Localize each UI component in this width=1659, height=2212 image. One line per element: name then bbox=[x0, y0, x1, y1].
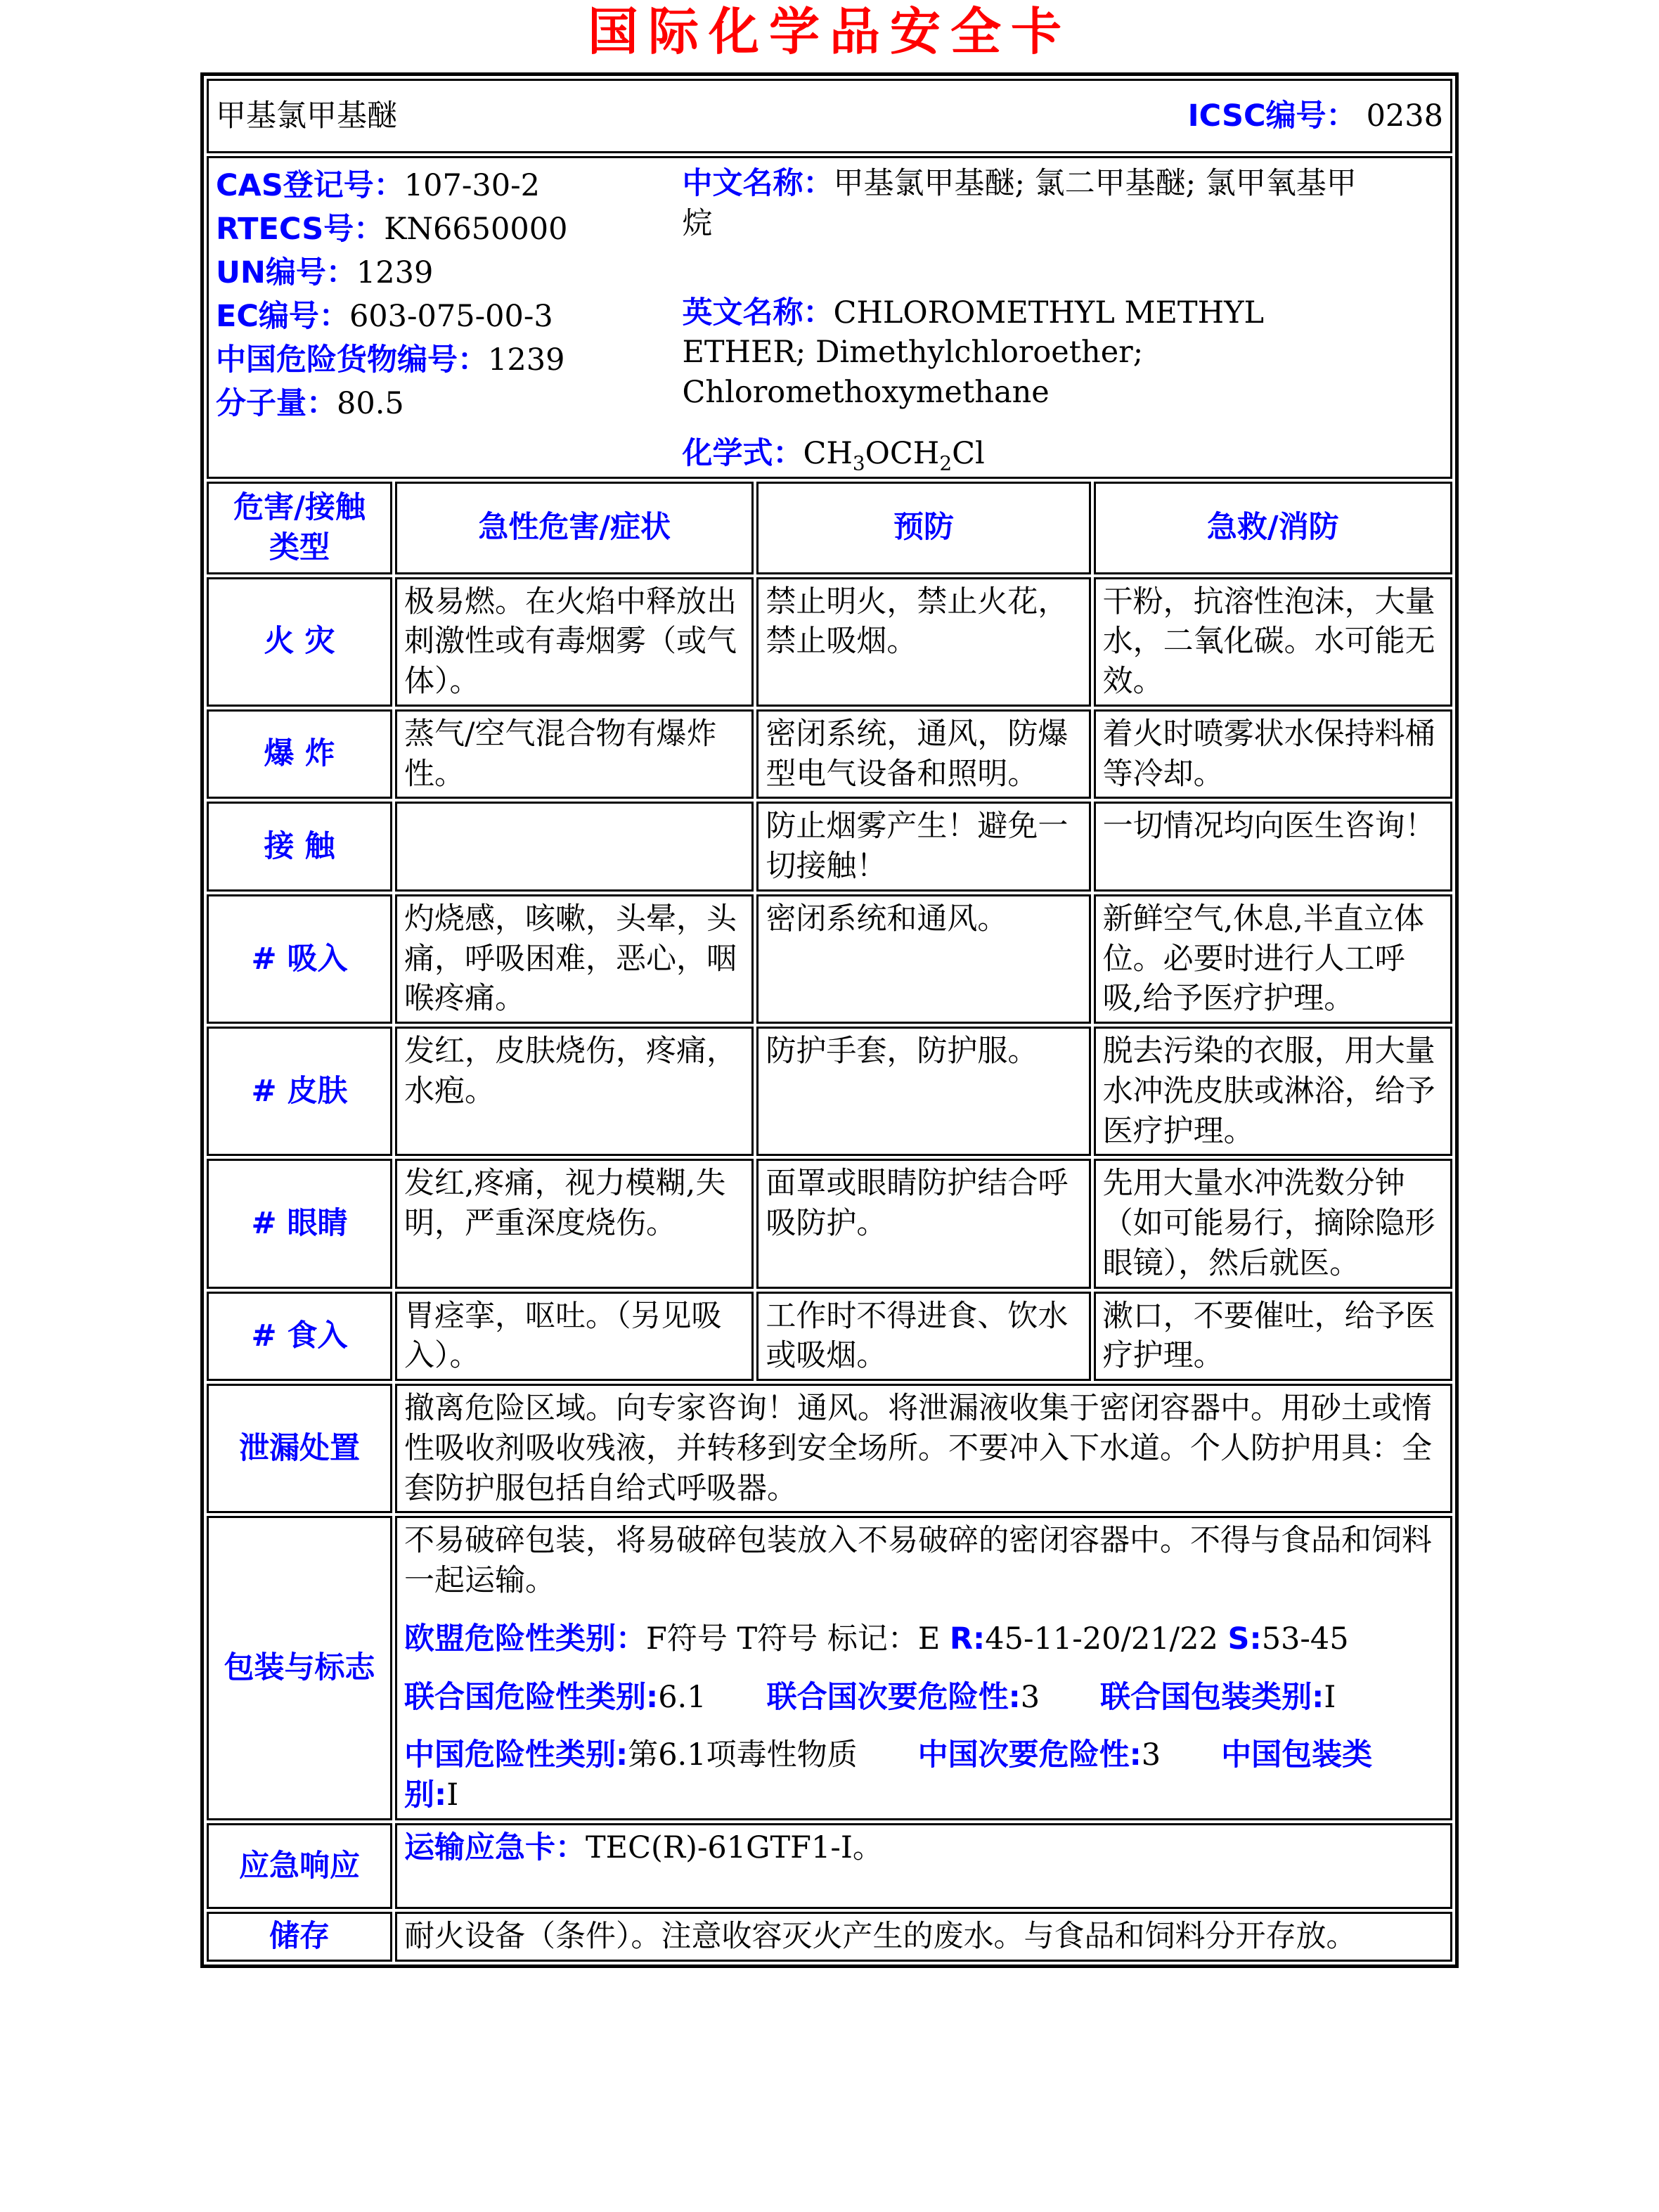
symptoms-cell: 灼烧感，咳嗽，头晕，头痛，呼吸困难，恶心，咽喉疼痛。 bbox=[395, 894, 754, 1024]
symptoms-cell: 蒸气/空气混合物有爆炸性。 bbox=[395, 709, 754, 799]
prevention-cell: 密闭系统和通风。 bbox=[756, 894, 1090, 1024]
emergency-label: 应急响应 bbox=[207, 1823, 392, 1909]
china-dg-number-value: 1239 bbox=[488, 342, 565, 378]
spill-label: 泄漏处置 bbox=[207, 1384, 392, 1513]
icsc-number-label: ICSC编号： bbox=[1187, 98, 1357, 134]
ec-number-line bbox=[216, 295, 682, 338]
cas-number-line bbox=[216, 164, 682, 207]
header-first-aid-fire: 急救/消防 bbox=[1094, 482, 1452, 574]
hazard-type-label: 火 灾 bbox=[207, 577, 392, 707]
rtecs-number-line bbox=[216, 207, 682, 251]
header-hazard-type bbox=[207, 482, 392, 574]
symptoms-cell: 发红，皮肤烧伤，疼痛，水疱。 bbox=[395, 1027, 754, 1156]
table-row-explosion bbox=[207, 709, 1452, 799]
prevention-cell: 防止烟雾产生！避免一切接触！ bbox=[756, 802, 1090, 892]
storage-text-cell: 耐火设备（条件）。注意收容灭火产生的废水。与食品和饲料分开存放。 bbox=[395, 1912, 1452, 1962]
identification-flex bbox=[216, 161, 1443, 474]
ec-number-value: 603-075-00-3 bbox=[349, 299, 553, 335]
substance-header-cell bbox=[207, 79, 1452, 153]
hazard-type-label: # 吸入 bbox=[207, 894, 392, 1024]
symptoms-cell bbox=[395, 802, 754, 892]
china-dg-number-label: 中国危险货物编号： bbox=[216, 342, 488, 378]
prevention-cell: 禁止明火，禁止火花，禁止吸烟。 bbox=[756, 577, 1090, 707]
molecular-weight-label: 分子量： bbox=[216, 386, 337, 422]
column-header-row bbox=[207, 482, 1452, 574]
response-cell: 着火时喷雾状水保持料桶等冷却。 bbox=[1094, 709, 1452, 799]
hazard-type-label: # 食入 bbox=[207, 1292, 392, 1382]
safety-card-page bbox=[0, 4, 1659, 1968]
rtecs-number-label: RTECS号： bbox=[216, 212, 385, 247]
cas-number-value: 107-30-2 bbox=[404, 168, 541, 204]
hazard-type-label: 爆 炸 bbox=[207, 709, 392, 799]
table-row-skin bbox=[207, 1027, 1452, 1156]
table-row-emergency bbox=[207, 1823, 1452, 1909]
identification-row bbox=[207, 156, 1452, 479]
hazard-type-label: # 皮肤 bbox=[207, 1027, 392, 1156]
prevention-cell: 密闭系统，通风，防爆型电气设备和照明。 bbox=[756, 709, 1090, 799]
table-row-ingestion bbox=[207, 1292, 1452, 1382]
table-row-inhalation bbox=[207, 894, 1452, 1024]
molecular-weight-value: 80.5 bbox=[337, 386, 404, 422]
header-prevention: 预防 bbox=[756, 482, 1090, 574]
un-number-label: UN编号： bbox=[216, 255, 356, 291]
english-name-value: CHLOROMETHYL METHYL ETHER; Dimethylchloroether; Chloromethoxymethane bbox=[682, 295, 1265, 411]
packaging-label: 包装与标志 bbox=[207, 1516, 392, 1820]
table-row-eyes bbox=[207, 1159, 1452, 1288]
spill-text-cell: 撤离危险区域。向专家咨询！通风。将泄漏液收集于密闭容器中。用砂土或惰性吸收剂吸收残液，并转移到安全场所。不要冲入下水道。个人防护用具：全套防护服包括自给式呼吸器。 bbox=[395, 1384, 1452, 1513]
page-title: 国际化学品安全卡 bbox=[587, 2, 1071, 61]
ec-number-label: EC编号： bbox=[216, 299, 349, 335]
un-number-line bbox=[216, 251, 682, 295]
prevention-cell: 工作时不得进食、饮水或吸烟。 bbox=[756, 1292, 1090, 1382]
rtecs-number-value: KN6650000 bbox=[384, 212, 568, 247]
emergency-text-cell: 运输应急卡：TEC(R)-61GTF1-I。 bbox=[395, 1823, 1452, 1909]
icsc-number-group bbox=[1188, 96, 1443, 136]
hazard-type-label: 接 触 bbox=[207, 802, 392, 892]
prevention-cell: 面罩或眼睛防护结合呼吸防护。 bbox=[756, 1159, 1090, 1288]
response-cell: 新鲜空气,休息,半直立体位。必要时进行人工呼吸,给予医疗护理。 bbox=[1094, 894, 1452, 1024]
chemical-formula-label: 化学式： bbox=[682, 435, 803, 471]
chinese-name-value: 甲基氯甲基醚; 氯二甲基醚; 氯甲氧基甲烷 bbox=[682, 166, 1357, 241]
symptoms-cell: 极易燃。在火焰中释放出刺激性或有毒烟雾（或气体）。 bbox=[395, 577, 754, 707]
cas-number-label: CAS登记号： bbox=[216, 168, 404, 204]
chinese-name-line bbox=[682, 164, 1373, 244]
hazard-type-label: # 眼睛 bbox=[207, 1159, 392, 1288]
icsc-number-value: 0238 bbox=[1366, 98, 1443, 134]
registry-numbers-block bbox=[216, 161, 682, 474]
symptoms-cell: 发红,疼痛，视力模糊,失明，严重深度烧伤。 bbox=[395, 1159, 754, 1288]
header-hazard-type-line2: 类型 bbox=[269, 529, 330, 565]
table-row-packaging bbox=[207, 1516, 1452, 1820]
response-cell: 脱去污染的衣服，用大量水冲洗皮肤或淋浴，给予医疗护理。 bbox=[1094, 1027, 1452, 1156]
response-cell: 一切情况均向医生咨询！ bbox=[1094, 802, 1452, 892]
chinese-name-label: 中文名称： bbox=[682, 166, 834, 202]
response-cell: 先用大量水冲洗数分钟（如可能易行，摘除隐形眼镜），然后就医。 bbox=[1094, 1159, 1452, 1288]
table-row-spill bbox=[207, 1384, 1452, 1513]
english-name-line bbox=[682, 293, 1373, 413]
response-cell: 漱口，不要催吐，给予医疗护理。 bbox=[1094, 1292, 1452, 1382]
names-block bbox=[682, 161, 1443, 474]
symptoms-cell: 胃痉挛，呕吐。（另见吸入）。 bbox=[395, 1292, 754, 1382]
china-hazard-class-line: 中国危险性类别:第6.1项毒性物质 中国次要危险性:3 中国包装类 别:I bbox=[404, 1737, 1373, 1813]
eu-hazard-class-line: 欧盟危险性类别：F符号 T符号 标记：E R:45-11-20/21/22 S:53-45 bbox=[404, 1621, 1349, 1657]
icsc-card-table bbox=[200, 72, 1459, 1968]
substance-header-flex bbox=[216, 96, 1443, 136]
chemical-formula-line bbox=[682, 434, 1373, 474]
china-dg-number-line bbox=[216, 338, 682, 382]
table-row-storage bbox=[207, 1912, 1452, 1962]
response-cell: 干粉，抗溶性泡沫，大量水，二氧化碳。水可能无效。 bbox=[1094, 577, 1452, 707]
substance-header-row bbox=[207, 79, 1452, 153]
chemical-formula-value: $CH_3OCH_2Cl$ bbox=[803, 435, 985, 475]
english-name-label: 英文名称： bbox=[682, 295, 834, 330]
table-row-fire bbox=[207, 577, 1452, 707]
header-acute-hazards: 急性危害/症状 bbox=[395, 482, 754, 574]
packaging-text-cell bbox=[395, 1516, 1452, 1820]
substance-name: 甲基氯甲基醚 bbox=[216, 98, 397, 134]
table-row-exposure bbox=[207, 802, 1452, 892]
un-number-value: 1239 bbox=[356, 255, 434, 291]
un-hazard-class-line: 联合国危险性类别:6.1 联合国次要危险性:3 联合国包装类别:I bbox=[404, 1679, 1336, 1715]
identification-cell bbox=[207, 156, 1452, 479]
storage-label: 储存 bbox=[207, 1912, 392, 1962]
header-hazard-type-line1: 危害/接触 bbox=[233, 489, 366, 525]
molecular-weight-line bbox=[216, 382, 682, 425]
packaging-intro: 不易破碎包装，将易破碎包装放入不易破碎的密闭容器中。不得与食品和饲料一起运输。 bbox=[404, 1523, 1432, 1599]
prevention-cell: 防护手套，防护服。 bbox=[756, 1027, 1090, 1156]
